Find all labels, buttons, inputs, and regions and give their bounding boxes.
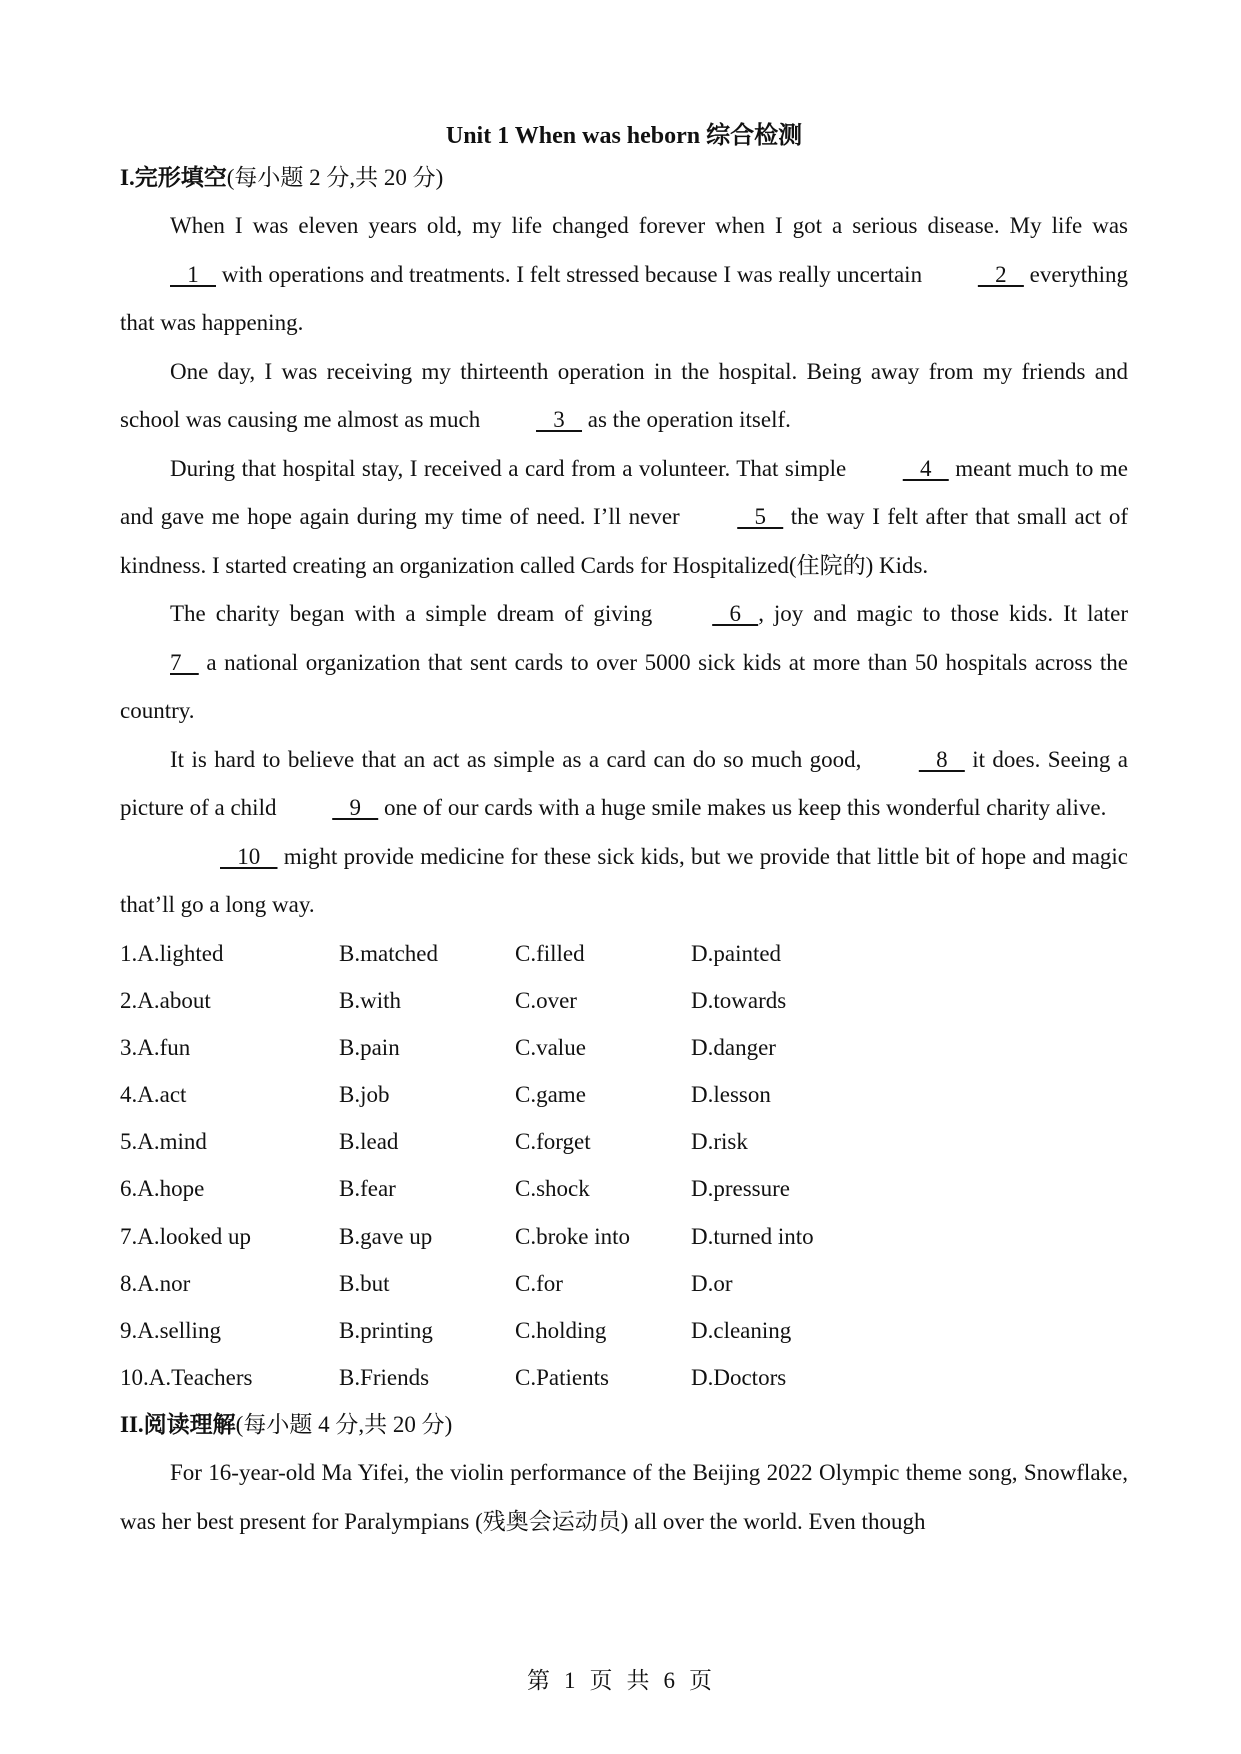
option-row bbox=[120, 1165, 1128, 1212]
option-d: D.lesson bbox=[691, 1082, 771, 1108]
option-b: B.job bbox=[339, 1082, 390, 1108]
option-c: C.forget bbox=[515, 1129, 591, 1155]
cloze-paragraph bbox=[120, 445, 1128, 591]
option-row bbox=[120, 977, 1128, 1024]
option-row bbox=[120, 1260, 1128, 1307]
cloze-paragraph bbox=[120, 348, 1128, 445]
option-b: B.printing bbox=[339, 1318, 433, 1343]
option-c: C.broke into bbox=[515, 1223, 630, 1249]
cloze-paragraph bbox=[120, 202, 1128, 348]
option-d: D.Doctors bbox=[691, 1365, 787, 1391]
option-d: D.turned into bbox=[691, 1223, 814, 1249]
option-c: C.over bbox=[515, 987, 577, 1013]
option-a: 8.A.nor bbox=[120, 1270, 191, 1296]
cloze-text: During that hospital stay, I received a card from a volunteer. That simple bbox=[170, 455, 853, 481]
cloze-text: might provide medicine for these sick kids, but we provide that little bit of hope and magic that’ll go a long way. bbox=[120, 843, 1128, 917]
section-2-heading bbox=[120, 1401, 1128, 1449]
option-row bbox=[120, 1024, 1128, 1071]
option-d: D.towards bbox=[691, 987, 787, 1013]
cloze-paragraph bbox=[120, 736, 1128, 833]
section-1-title: I.完形填空 bbox=[120, 165, 227, 190]
option-a: 5.A.mind bbox=[120, 1129, 207, 1155]
cloze-blank: 10 bbox=[220, 843, 278, 869]
option-c: C.game bbox=[515, 1082, 586, 1108]
option-row bbox=[120, 1307, 1128, 1354]
cloze-text: One day, I was receiving my thirteenth operation in the hospital. Being away from my friends and school was causing me almost as much bbox=[120, 358, 1128, 432]
cloze-text: meant much to me and gave me hope again during my time of need. I’ll never bbox=[120, 455, 1128, 529]
cloze-text: the way I felt after that small act of kindness. I started creating an organization called Cards for Hospitalized(住院的) Kids. bbox=[120, 504, 1128, 578]
option-a: 10.A.Teachers bbox=[120, 1365, 253, 1391]
option-b: B.gave up bbox=[339, 1223, 433, 1249]
option-c: C.holding bbox=[515, 1318, 607, 1343]
page-title: Unit 1 When was heborn 综合检测 bbox=[445, 123, 803, 149]
cloze-blank: 8 bbox=[918, 746, 965, 772]
footer-page-word: 页 bbox=[589, 1668, 615, 1693]
cloze-blank: 7 bbox=[170, 649, 199, 675]
cloze-text: one of our cards with a huge smile makes us keep this wonderful charity alive. bbox=[378, 795, 1107, 820]
option-d: D.cleaning bbox=[691, 1318, 792, 1343]
option-b: B.lead bbox=[339, 1129, 399, 1155]
cloze-blank: 2 bbox=[977, 261, 1024, 287]
option-b: B.Friends bbox=[339, 1365, 430, 1391]
cloze-text: When I was eleven years old, my life changed forever when I got a serious disease. My life was bbox=[170, 213, 1128, 238]
option-row bbox=[120, 1071, 1128, 1118]
option-a: 6.A.hope bbox=[120, 1176, 205, 1202]
document-page bbox=[120, 118, 1128, 1546]
option-row bbox=[120, 1354, 1128, 1401]
option-c: C.shock bbox=[515, 1176, 590, 1202]
option-row bbox=[120, 1213, 1128, 1260]
option-c: C.Patients bbox=[515, 1365, 609, 1391]
option-a: 9.A.selling bbox=[120, 1318, 221, 1343]
cloze-blank: 5 bbox=[737, 504, 784, 529]
cloze-blank: 3 bbox=[536, 407, 583, 432]
cloze-paragraph bbox=[120, 833, 1128, 930]
option-c: C.filled bbox=[515, 940, 585, 966]
cloze-blank: 1 bbox=[170, 261, 216, 287]
option-row bbox=[120, 1118, 1128, 1165]
option-a: 7.A.looked up bbox=[120, 1223, 251, 1249]
option-b: B.matched bbox=[339, 940, 438, 966]
option-d: D.painted bbox=[691, 940, 782, 966]
section-2-score: (每小题 4 分,共 20 分) bbox=[235, 1412, 453, 1438]
cloze-text: , joy and magic to those kids. It later bbox=[758, 601, 1129, 626]
option-c: C.value bbox=[515, 1034, 586, 1060]
page-footer bbox=[0, 1662, 1241, 1695]
cloze-paragraph bbox=[120, 590, 1128, 736]
section-1-score: (每小题 2 分,共 20 分) bbox=[226, 165, 444, 190]
option-d: D.risk bbox=[691, 1129, 748, 1155]
option-d: D.danger bbox=[691, 1034, 776, 1060]
footer-prefix: 第 bbox=[527, 1668, 552, 1693]
cloze-blank: 9 bbox=[332, 795, 379, 820]
reading-paragraph: For 16-year-old Ma Yifei, the violin performance of the Beijing 2022 Olympic theme song, Snowflake, was her best present for Paralympians (残奥会运动员) all over the world. Even though bbox=[120, 1460, 1128, 1534]
cloze-passage bbox=[120, 202, 1128, 930]
cloze-options bbox=[120, 930, 1128, 1402]
cloze-blank: 4 bbox=[902, 455, 949, 481]
option-a: 3.A.fun bbox=[120, 1034, 191, 1060]
option-d: D.or bbox=[691, 1270, 733, 1296]
option-c: C.for bbox=[515, 1270, 563, 1296]
cloze-text: a national organization that sent cards to over 5000 sick kids at more than 50 hospitals across the country. bbox=[120, 649, 1128, 723]
option-row bbox=[120, 930, 1128, 977]
option-b: B.but bbox=[339, 1270, 390, 1296]
option-a: 4.A.act bbox=[120, 1082, 187, 1108]
cloze-blank: 6 bbox=[712, 601, 759, 626]
option-b: B.fear bbox=[339, 1176, 396, 1202]
cloze-text: as the operation itself. bbox=[582, 407, 791, 432]
cloze-text: it does. Seeing a picture of a child bbox=[120, 746, 1128, 820]
option-a: 1.A.lighted bbox=[120, 940, 224, 966]
option-b: B.with bbox=[339, 987, 401, 1013]
cloze-text: with operations and treatments. I felt stressed because I was really uncertain bbox=[216, 261, 928, 287]
option-d: D.pressure bbox=[691, 1176, 790, 1202]
option-b: B.pain bbox=[339, 1034, 400, 1060]
option-a: 2.A.about bbox=[120, 987, 211, 1013]
footer-total-word: 共 bbox=[626, 1668, 652, 1693]
cloze-text: The charity began with a simple dream of giving bbox=[170, 601, 663, 626]
footer-page-number: 1 bbox=[564, 1668, 578, 1693]
footer-suffix: 页 bbox=[689, 1668, 714, 1693]
section-2-title: II.阅读理解 bbox=[120, 1412, 236, 1438]
section-1-heading bbox=[120, 154, 1128, 202]
footer-total-pages: 6 bbox=[663, 1668, 677, 1693]
cloze-text: everything that was happening. bbox=[120, 261, 1128, 335]
cloze-text: It is hard to believe that an act as simple as a card can do so much good, bbox=[170, 746, 869, 772]
